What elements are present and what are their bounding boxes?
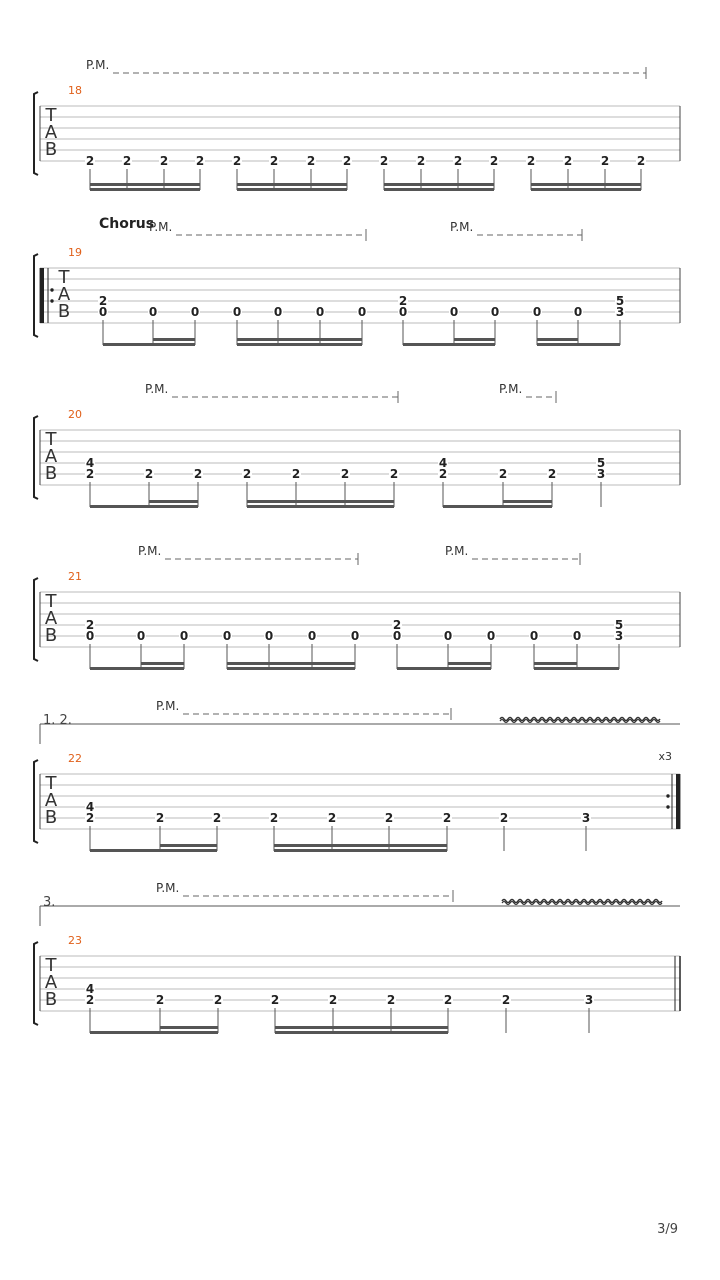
fret-number: 2 — [526, 154, 536, 168]
beam — [531, 188, 641, 191]
tab-clef-letter: B — [44, 139, 58, 160]
fret-number: 2 — [438, 467, 448, 481]
beam-secondary — [160, 844, 217, 847]
beam-secondary — [454, 338, 495, 341]
fret-number: 0 — [529, 629, 539, 643]
fret-number: 2 — [122, 154, 132, 168]
fret-number: 2 — [600, 154, 610, 168]
repeat-start-thick-bar — [40, 268, 44, 323]
fret-number: 2 — [212, 811, 222, 825]
beam — [247, 505, 394, 508]
fret-number: 2 — [193, 467, 203, 481]
palm-mute-label: P.M. — [499, 382, 523, 396]
repeat-dot — [50, 299, 53, 302]
tab-clef-letter: A — [57, 284, 71, 305]
beam-secondary — [503, 500, 552, 503]
tab-clef-letter: T — [45, 591, 57, 612]
measure-number: 21 — [68, 570, 82, 583]
beam-secondary — [275, 1026, 448, 1029]
fret-number: 0 — [148, 305, 158, 319]
system-bracket — [34, 416, 38, 499]
fret-number: 2 — [328, 993, 338, 1007]
fret-number: 2 — [342, 154, 352, 168]
fret-number: 3 — [596, 467, 606, 481]
repeat-end-thick-bar — [676, 774, 680, 829]
fret-number: 2 — [270, 993, 280, 1007]
fret-number: 2 — [269, 154, 279, 168]
fret-number: 2 — [144, 467, 154, 481]
repeat-dot — [50, 288, 53, 291]
beam — [103, 343, 195, 346]
beam-secondary — [153, 338, 195, 341]
tab-system — [34, 699, 680, 852]
fret-number: 0 — [392, 629, 402, 643]
tab-clef-letter: A — [44, 608, 58, 629]
fret-number: 0 — [190, 305, 200, 319]
palm-mute-label: P.M. — [156, 699, 180, 713]
fret-number: 2 — [291, 467, 301, 481]
beam — [237, 343, 362, 346]
palm-mute-label: P.M. — [86, 58, 110, 72]
tab-clef-letter: T — [58, 267, 70, 288]
fret-number: 0 — [572, 629, 582, 643]
beam-secondary — [90, 183, 200, 186]
fret-number: 0 — [532, 305, 542, 319]
fret-number: 2 — [392, 618, 402, 632]
tab-clef-letter: B — [57, 301, 71, 322]
fret-number: 2 — [379, 154, 389, 168]
beam — [384, 188, 494, 191]
beam — [237, 188, 347, 191]
fret-number: 2 — [442, 811, 452, 825]
fret-number: 2 — [636, 154, 646, 168]
measure-number: 18 — [68, 84, 82, 97]
system-bracket — [34, 578, 38, 661]
fret-number: 2 — [340, 467, 350, 481]
fret-number: 0 — [449, 305, 459, 319]
system-bracket — [34, 760, 38, 843]
fret-number: 2 — [85, 467, 95, 481]
fret-number: 4 — [85, 800, 95, 814]
palm-mute-label: P.M. — [138, 544, 162, 558]
beam-secondary — [448, 662, 491, 665]
fret-number: 0 — [443, 629, 453, 643]
beam — [443, 505, 552, 508]
beam — [90, 505, 198, 508]
fret-number: 2 — [386, 993, 396, 1007]
fret-number: 0 — [350, 629, 360, 643]
tab-clef-letter: B — [44, 807, 58, 828]
measure-number: 19 — [68, 246, 82, 259]
fret-number: 2 — [563, 154, 573, 168]
tab-system — [34, 544, 680, 670]
fret-number: 2 — [453, 154, 463, 168]
tab-system — [34, 216, 680, 346]
palm-mute-label: P.M. — [149, 220, 173, 234]
fret-number: 2 — [498, 467, 508, 481]
fret-number: 3 — [581, 811, 591, 825]
palm-mute-label: P.M. — [156, 881, 180, 895]
section-label: Chorus — [99, 216, 155, 232]
fret-number: 0 — [222, 629, 232, 643]
tab-clef-letter: B — [44, 463, 58, 484]
beam — [274, 849, 447, 852]
system-bracket — [34, 254, 38, 337]
beam-secondary — [534, 662, 577, 665]
fret-number: 0 — [307, 629, 317, 643]
repeat-dot — [666, 794, 669, 797]
tab-system — [34, 382, 680, 508]
tab-clef-letter: T — [45, 429, 57, 450]
tab-system — [34, 881, 680, 1034]
fret-number: 2 — [213, 993, 223, 1007]
fret-number: 2 — [195, 154, 205, 168]
beam-secondary — [537, 338, 578, 341]
fret-number: 2 — [398, 294, 408, 308]
tab-system — [34, 58, 680, 191]
beam — [90, 667, 184, 670]
beam — [227, 667, 355, 670]
fret-number: 2 — [489, 154, 499, 168]
fret-number: 2 — [389, 467, 399, 481]
beam — [90, 1031, 218, 1034]
fret-number: 2 — [499, 811, 509, 825]
fret-number: 2 — [269, 811, 279, 825]
beam-secondary — [384, 183, 494, 186]
fret-number: 5 — [615, 294, 625, 308]
fret-number: 2 — [85, 811, 95, 825]
beam — [537, 343, 620, 346]
measure-number: 20 — [68, 408, 82, 421]
fret-number: 3 — [584, 993, 594, 1007]
fret-number: 0 — [357, 305, 367, 319]
tab-clef-letter: B — [44, 625, 58, 646]
fret-number: 2 — [501, 993, 511, 1007]
tab-clef-letter: T — [45, 955, 57, 976]
fret-number: 2 — [155, 811, 165, 825]
beam — [90, 188, 200, 191]
fret-number: 2 — [306, 154, 316, 168]
fret-number: 0 — [85, 629, 95, 643]
fret-number: 3 — [615, 305, 625, 319]
beam — [534, 667, 619, 670]
fret-number: 2 — [85, 993, 95, 1007]
beam — [275, 1031, 448, 1034]
tab-clef-letter: A — [44, 790, 58, 811]
fret-number: 0 — [486, 629, 496, 643]
palm-mute-label: P.M. — [445, 544, 469, 558]
beam-secondary — [141, 662, 184, 665]
tab-clef-letter: T — [45, 105, 57, 126]
fret-number: 2 — [85, 154, 95, 168]
page-number: 3/9 — [657, 1222, 678, 1237]
fret-number: 0 — [315, 305, 325, 319]
fret-number: 2 — [547, 467, 557, 481]
fret-number: 0 — [490, 305, 500, 319]
fret-number: 2 — [159, 154, 169, 168]
fret-number: 0 — [573, 305, 583, 319]
fret-number: 2 — [85, 618, 95, 632]
fret-number: 4 — [438, 456, 448, 470]
beam — [403, 343, 495, 346]
measure-number: 22 — [68, 752, 82, 765]
beam-secondary — [237, 338, 362, 341]
fret-number: 4 — [85, 456, 95, 470]
fret-number: 2 — [416, 154, 426, 168]
beam-secondary — [227, 662, 355, 665]
beam — [90, 849, 217, 852]
beam-secondary — [160, 1026, 218, 1029]
fret-number: 0 — [398, 305, 408, 319]
fret-number: 5 — [596, 456, 606, 470]
fret-number: 0 — [232, 305, 242, 319]
beam-secondary — [247, 500, 394, 503]
fret-number: 2 — [327, 811, 337, 825]
fret-number: 0 — [179, 629, 189, 643]
palm-mute-label: P.M. — [450, 220, 474, 234]
tab-clef-letter: T — [45, 773, 57, 794]
tab-clef-letter: A — [44, 972, 58, 993]
tab-clef-letter: A — [44, 446, 58, 467]
repeat-dot — [666, 805, 669, 808]
beam-secondary — [531, 183, 641, 186]
fret-number: 0 — [273, 305, 283, 319]
system-bracket — [34, 942, 38, 1025]
volta-label: 1. 2. — [43, 713, 72, 728]
fret-number: 2 — [443, 993, 453, 1007]
fret-number: 5 — [614, 618, 624, 632]
volta-label: 3. — [43, 895, 56, 910]
fret-number: 2 — [155, 993, 165, 1007]
beam-secondary — [237, 183, 347, 186]
fret-number: 2 — [242, 467, 252, 481]
system-bracket — [34, 92, 38, 175]
fret-number: 0 — [136, 629, 146, 643]
fret-number: 3 — [614, 629, 624, 643]
beam-secondary — [274, 844, 447, 847]
fret-number: 2 — [232, 154, 242, 168]
tab-clef-letter: B — [44, 989, 58, 1010]
fret-number: 4 — [85, 982, 95, 996]
fret-number: 0 — [98, 305, 108, 319]
beam — [397, 667, 491, 670]
fret-number: 2 — [384, 811, 394, 825]
measure-number: 23 — [68, 934, 82, 947]
fret-number: 0 — [264, 629, 274, 643]
repeat-count: x3 — [658, 750, 672, 763]
beam-secondary — [149, 500, 198, 503]
tab-clef-letter: A — [44, 122, 58, 143]
fret-number: 2 — [98, 294, 108, 308]
palm-mute-label: P.M. — [145, 382, 169, 396]
